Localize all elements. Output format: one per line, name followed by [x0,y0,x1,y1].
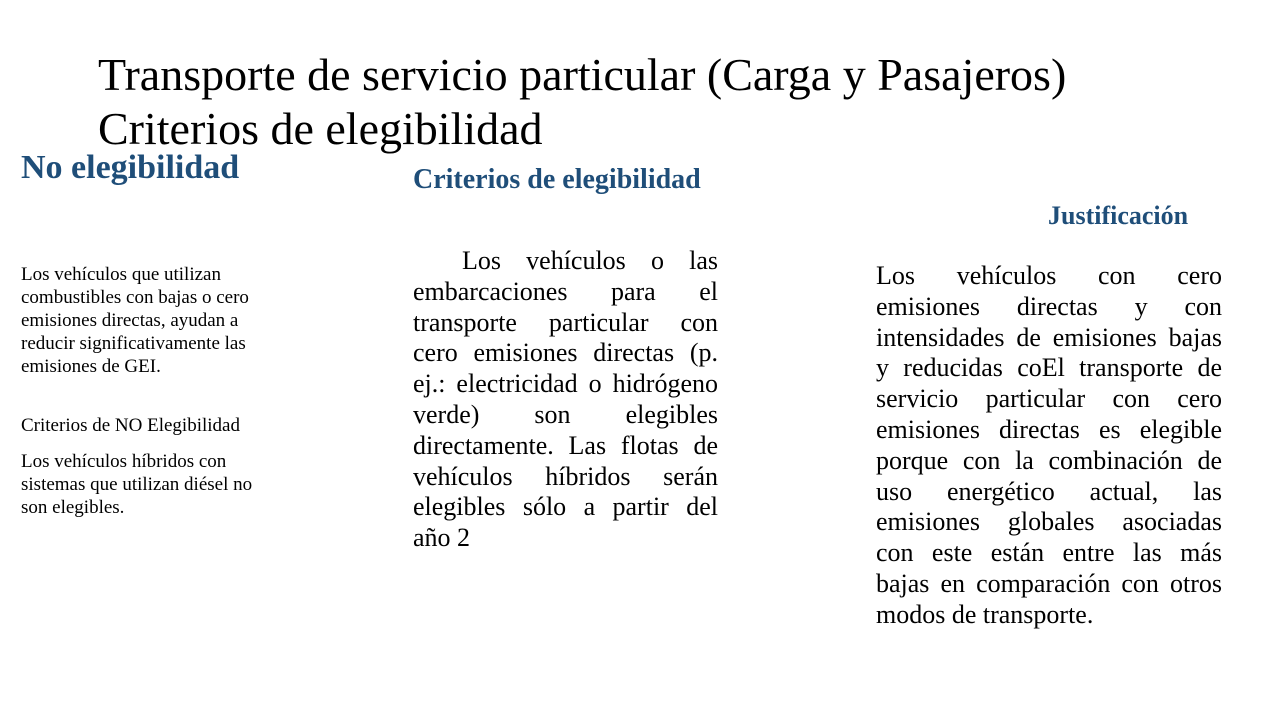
left-paragraph-emissions: Los vehículos que utilizan combustibles con bajas o cero emisiones directas, ayudan a reducir significativamente las emisiones de GEI. [21,264,249,377]
left-paragraph-criteria-label: Criterios de NO Elegibilidad [21,415,240,436]
slide-title [98,48,1238,156]
justificacion-heading: Justificación [1048,201,1189,230]
slide-title-line-2: Criterios de elegibilidad [98,103,543,154]
slide-title-line-1: Transporte de servicio particular (Carga y Pasajeros) [98,49,1067,100]
justificacion-body: Los vehículos con cero emisiones directas y con intensidades de emisiones bajas y reducidas coEl transporte de servicio particular con cero emisiones directas es elegible porque con la combinación de uso energético actual, las emisiones globales asociadas con este están entre las más bajas en comparación con otros modos de transporte. [876,261,1222,629]
criterios-heading: Criterios de elegibilidad [413,164,701,195]
criterios-body: Los vehículos o las embarcaciones para el transporte particular con cero emisiones directas (p. ej.: electricidad o hidrógeno verde) son elegibles directamente. Las flotas de vehículos híbridos serán elegibles sólo a partir del año 2 [413,246,718,553]
no-elegibilidad-heading: No elegibilidad [21,149,240,186]
left-paragraph-hybrids: Los vehículos híbridos con sistemas que utilizan diésel no son elegibles. [21,451,253,518]
